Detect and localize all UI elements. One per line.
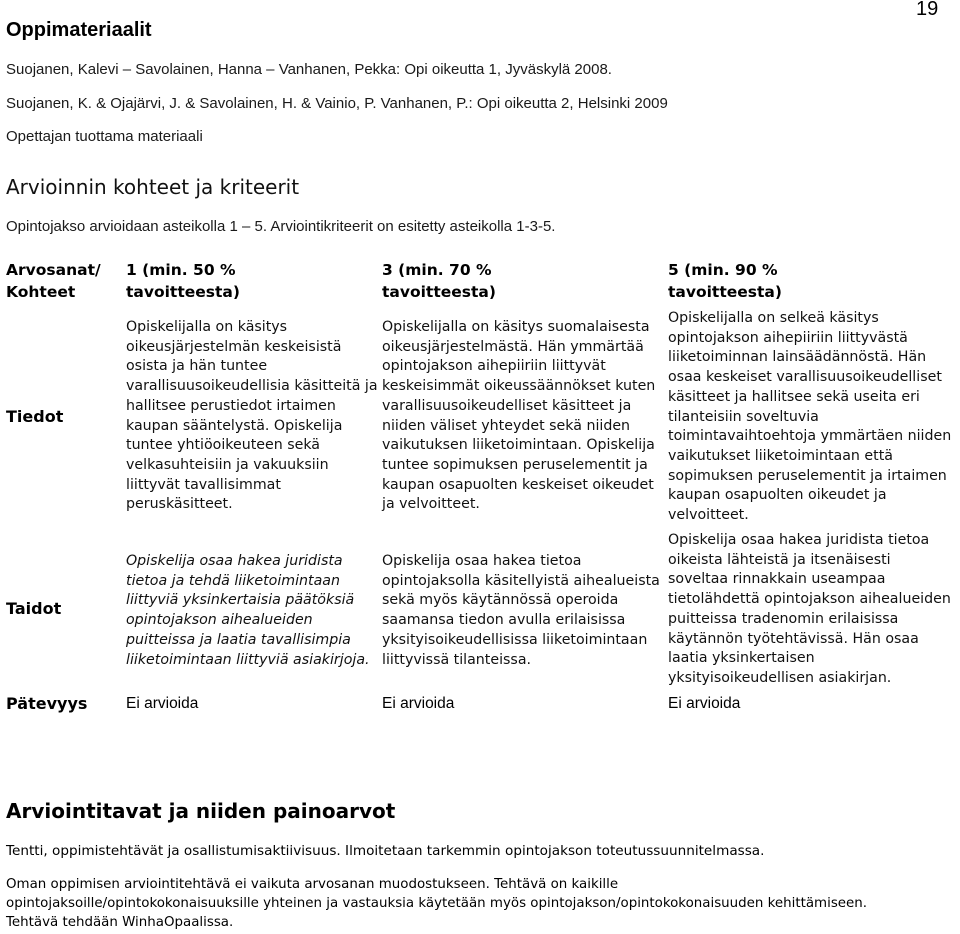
taidot-grade3-cell: Opiskelija osaa hakea tietoa opintojaksolla käsitellyistä aihealueista sekä myös käytännössä operoida saamansa tiedon avulla erilaisissa yksityisoikeudellisissa liiketoimintaan liittyvissä tilanteissa. bbox=[382, 553, 660, 668]
table-header-label: Arvosanat/ Kohteet bbox=[6, 261, 101, 301]
materials-heading: Oppimateriaalit bbox=[6, 19, 152, 41]
material-line-3: Opettajan tuottama materiaali bbox=[6, 128, 203, 145]
assessment-heading: Arvioinnin kohteet ja kriteerit bbox=[6, 175, 300, 199]
tiedot-grade5-cell: Opiskelijalla on selkeä käsitys opintojakson aihepiiriin liittyvästä liiketoiminnan lainsäädännöstä. Hän osaa keskeiset varallisuusoikeudelliset käsitteet ja hallitsee sekä useita eri tilanteisiin soveltuvia toimintavaihtoehtoja ymmärtäen niiden vaikutukset liiketoimintaan että sopimuksen peruselementit ja irtaimen kaupan osapuolten oikeudet ja velvoitteet. bbox=[668, 310, 952, 524]
patevyys-grade5-cell: Ei arvioida bbox=[668, 695, 741, 712]
methods-heading: Arviointitavat ja niiden painoarvot bbox=[6, 799, 396, 823]
methods-line-1: Tentti, oppimistehtävät ja osallistumisaktiivisuus. Ilmoitetaan tarkemmin opintojakson toteutussuunnitelmassa. bbox=[6, 843, 765, 859]
page-number: 19 bbox=[916, 0, 939, 20]
row-label-tiedot: Tiedot bbox=[6, 407, 64, 426]
tiedot-grade1-cell: Opiskelijalla on käsitys oikeusjärjestelmän keskeisistä osista ja hän tuntee varallisuusoikeudellisia käsitteitä ja hallitsee perustiedot irtaimen kaupan sääntelystä. Opiskelija tuntee yhtiöoikeuteen sekä velkasuhteisiin ja vakuuksiin liittyvät tavallisimmat peruskäsitteet. bbox=[126, 319, 378, 513]
table-header-grade1: 1 (min. 50 % tavoitteesta) bbox=[126, 261, 240, 301]
taidot-grade1-cell: Opiskelija osaa hakea juridista tietoa ja tehdä liiketoimintaan liittyviä yksinkertaisia päätöksiä opintojakson aihealueiden puitteissa ja laatia tavallisimpia liiketoimintaan liittyviä asiakirjoja. bbox=[126, 553, 370, 668]
row-label-taidot: Taidot bbox=[6, 599, 62, 618]
patevyys-grade3-cell: Ei arvioida bbox=[382, 695, 455, 712]
taidot-grade5-cell: Opiskelija osaa hakea juridista tietoa oikeista lähteistä ja itsenäisesti soveltaa rinnakkain useampaa tietolähdettä opintojakson aihealueiden puitteissa tradenomin erilaisissa käytännön työtehtävissä. Hän osaa laatia yksinkertaisen yksityisoikeudellisen asiakirjan. bbox=[668, 532, 951, 686]
material-line-2: Suojanen, K. & Ojajärvi, J. & Savolainen, H. & Vainio, P. Vanhanen, P.: Opi oikeutta 2, Helsinki 2009 bbox=[6, 95, 668, 112]
assessment-intro: Opintojakso arvioidaan asteikolla 1 – 5. Arviointikriteerit on esitetty asteikolla 1-3-5. bbox=[6, 218, 556, 235]
material-line-1: Suojanen, Kalevi – Savolainen, Hanna – Vanhanen, Pekka: Opi oikeutta 1, Jyväskylä 2008. bbox=[6, 61, 612, 78]
table-header-grade3: 3 (min. 70 % tavoitteesta) bbox=[382, 261, 496, 301]
patevyys-grade1-cell: Ei arvioida bbox=[126, 695, 199, 712]
methods-paragraph-2: Oman oppimisen arviointitehtävä ei vaikuta arvosanan muodostukseen. Tehtävä on kaikille opintojaksoille/opintokokonaisuuksille yhteinen ja vastauksia käytetään myös opintojakson/opintokokonaisuuden kehittämiseen. Tehtävä tehdään WinhaOpaalissa. bbox=[6, 877, 868, 930]
tiedot-grade3-cell: Opiskelijalla on käsitys suomalaisesta oikeusjärjestelmästä. Hän ymmärtää opintojakson aihepiiriin liittyvät keskeisimmät oikeussäännökset kuten varallisuusoikeudelliset käsitteet ja niiden väliset yhteydet sekä niiden vaikutuksen liiketoimintaan. Opiskelija tuntee sopimuksen peruselementit ja kaupan osapuolten keskeiset oikeudet ja velvoitteet. bbox=[382, 319, 656, 513]
row-label-patevyys: Pätevyys bbox=[6, 694, 88, 713]
table-header-grade5: 5 (min. 90 % tavoitteesta) bbox=[668, 261, 782, 301]
